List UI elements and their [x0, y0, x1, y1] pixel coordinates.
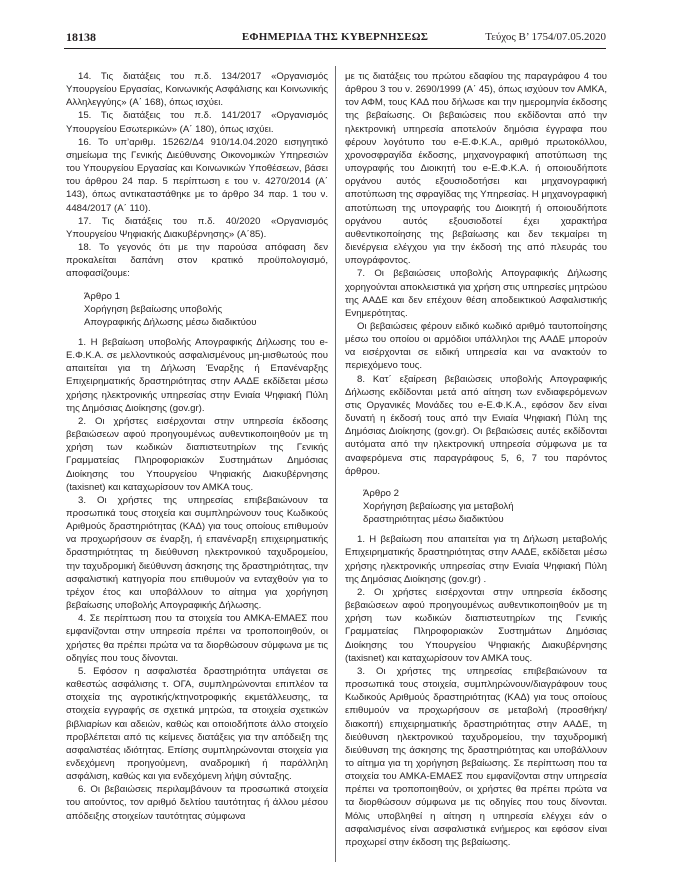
page-header	[64, 30, 606, 46]
article-1-paragraph-5: 5. Εφόσον η ασφαλιστέα δραστηριότητα υπάγεται σε καθεστώς ασφάλισης τ. ΟΓΑ, συμπληρώνονται επιπλέον τα στοιχεία της αγροτικής/κτηνοτροφικής εκμετάλλευσης, τα στοιχεία εγγραφής σε σχετικά μητρώα, τα στοιχεία σχετικών βιβλιαρίων και αδειών, καθώς και οποιοδήποτε άλλο στοιχείο προβλέπεται από τις κείμενες διατάξεις για την απόδειξη της ασφαλιστέας ιδιότητας. Επίσης συμπληρώνονται στοιχεία για ενδεχόμενη προηγούμενη, αναδρομική ή παράλληλη ασφάλιση, καθώς και για ενδεχόμενη λήψη σύνταξης.	[66, 665, 328, 783]
paragraph-15: 15. Τις διατάξεις του π.δ. 141/2017 «Οργανισμός Υπουργείου Εσωτερικών» (Α΄ 180), όπως ισχύει.	[66, 110, 328, 135]
article-1-heading	[66, 290, 328, 329]
paragraph-14: 14. Τις διατάξεις του π.δ. 134/2017 «Οργανισμός Υπουργείου Εργασίας, Κοινωνικής Ασφάλισης και Κοινωνικής Αλληλεγγύης» (Α΄ 168), όπως ισχύει.	[66, 71, 328, 109]
page-number: 18138	[66, 30, 96, 44]
article-title-line: Απογραφικής Δήλωσης μέσω διαδικτύου	[84, 316, 257, 328]
right-column	[345, 70, 607, 849]
article-1-paragraph-7b: Οι βεβαιώσεις φέρουν ειδικό κωδικό αριθμό ταυτοποίησης μέσω του οποίου οι αρμόδιοι υπάλληλοι της ΑΑΔΕ μπορούν να εισέρχονται σε ειδική υπηρεσία και να ανακτούν το περιεχόμενο τους.	[345, 320, 607, 372]
article-title-line: Χορήγηση βεβαίωσης για μεταβολή	[363, 501, 514, 512]
article-number: Άρθρο 2	[363, 487, 399, 499]
article-1-paragraph-2: 2. Οι χρήστες εισέρχονται στην υπηρεσία έκδοσης βεβαιώσεων αφού προηγουμένως αυθεντικοποιηθούν με τη χρήση των κωδικών διαπιστευτηρίων της Γενικής Γραμματείας Πληροφοριακών Συστημάτων Δημόσιας Διοίκησης του Υπουργείου Ψηφιακής Διακυβέρνησης (taxisnet) και καταχωρίσουν τον ΑΜΚΑ τους.	[66, 415, 328, 493]
article-title-line: δραστηριότητας μέσω διαδικτύου	[363, 514, 504, 526]
article-title-line: Χορήγηση βεβαίωσης υποβολής	[84, 303, 223, 315]
left-column	[66, 70, 328, 823]
article-1-paragraph-3: 3. Οι χρήστες της υπηρεσίας επιβεβαιώνουν τα προσωπικά τους στοιχεία και συμπληρώνουν τους Κωδικούς Αριθμούς δραστηριότητας (ΚΑΔ) για τους οποίους επιθυμούν να προχωρήσουν σε έναρξη, ή επανέναρξη επιχειρηματικής δραστηριότητας τη διεύθυνση ηλεκτρονικού ταχυδρομείου, την ταχυδρομική διεύθυνση άσκησης της δραστηριότητας, την ασφαλιστική κατηγορία που επιθυμούν να ενταχθούν για το τρέχον έτος και υποβάλλουν το αίτημα για χορήγηση βεβαίωσης υποβολής Απογραφικής Δήλωσης.	[66, 494, 328, 612]
article-number: Άρθρο 1	[84, 290, 120, 302]
article-2-heading	[345, 487, 607, 526]
paragraph-6-continued: με τις διατάξεις του πρώτου εδαφίου της παραγράφου 4 του άρθρου 3 του ν. 2690/1999 (Α΄ 45), όπως ισχύουν τον ΑΜΚΑ, τον ΑΦΜ, τους ΚΑΔ που δήλωσε και την ημερομηνία έκδοσης της βεβαίωσης. Οι βεβαιώσεις που εκδίδονται από την ηλεκτρονική υπηρεσία αποτελούν δημόσια έγγραφα που φέρουν λογότυπο του e-Ε.Φ.Κ.Α., αριθμό πρωτοκόλλου, χρονοσφραγίδα έκδοσης, μηχανογραφική αποτύπωση της υπογραφής του Διοικητή του e-Ε.Φ.Κ.Α. ή οποιουδήποτε οργάνου αυτός εξουσιοδοτήσει και μηχανογραφική αποτύπωση της σφραγίδας της Υπηρεσίας. Η μηχανογραφική αποτύπωση της υπογραφής του Διοικητή ή οποιουδήποτε οργάνου αυτός εξουσιοδοτεί έχει χαρακτήρα αυθεντικοποίησης της βεβαίωσης και δεν τεκμαίρει τη διενέργεια ελέγχου για την έκδοσή της από πλευράς του υπογράφοντος.	[345, 71, 607, 267]
paragraph-18: 18. Το γεγονός ότι με την παρούσα απόφαση δεν προκαλείται δαπάνη στον κρατικό προϋπολογισμό, αποφασίζουμε:	[66, 242, 328, 280]
article-1-paragraph-4: 4. Σε περίπτωση που τα στοιχεία του ΑΜΚΑ-ΕΜΑΕΣ που εμφανίζονται στην υπηρεσία πρέπει να τροποποιηθούν, οι χρήστες θα πρέπει πρώτα να τα διορθώσουν σύμφωνα με τις οδηγίες που τους δίνονται.	[66, 613, 328, 664]
issue-reference: Τεύχος B’ 1754/07.05.2020	[485, 31, 606, 43]
gazette-title: ΕΦΗΜΕΡΙΔΑ ΤΗΣ ΚΥΒΕΡΝΗΣΕΩΣ	[241, 31, 429, 43]
header-rule	[64, 48, 606, 49]
article-1-paragraph-6: 6. Οι βεβαιώσεις περιλαμβάνουν τα προσωπικά στοιχεία του αιτούντος, τον αριθμό δελτίου ταυτότητας ή άλλου μέσου απόδειξης στοιχείων ταυτότητας σύμφωνα	[66, 784, 328, 822]
article-1-paragraph-1: 1. Η βεβαίωση υποβολής Απογραφικής Δήλωσης του e-Ε.Φ.Κ.Α. σε μελλοντικούς ασφαλισμένους μη-μισθωτούς που απαιτείται για τη Δήλωση Έναρξης ή Επανέναρξης Επιχειρηματικής δραστηριότητας στην ΑΑΔΕ εκδίδεται μέσω χρήσης ηλεκτρονικής υπηρεσίας στην Ενιαία Ψηφιακή Πύλη της Δημόσιας Διοίκησης (gov.gr).	[66, 336, 328, 414]
article-2-paragraph-1: 1. Η βεβαίωση που απαιτείται για τη Δήλωση μεταβολής Επιχειρηματικής δραστηριότητας στην ΑΑΔΕ, εκδίδεται μέσω χρήσης ηλεκτρονικής υπηρεσίας στην Ενιαία Ψηφιακή Πύλη της Δημόσιας Διοίκησης (gov.gr) .	[345, 534, 607, 585]
paragraph-17: 17. Τις διατάξεις του π.δ. 40/2020 «Οργανισμός Υπουργείου Ψηφιακής Διακυβέρνησης» (Α΄85).	[66, 215, 328, 240]
article-2-paragraph-2: 2. Οι χρήστες εισέρχονται στην υπηρεσία έκδοσης βεβαιώσεων αφού προηγουμένως αυθεντικοποιηθούν με τη χρήση των κωδικών διαπιστευτηρίων της Γενικής Γραμματείας Πληροφοριακών Συστημάτων Δημόσιας Διοίκησης του Υπουργείου Ψηφιακής Διακυβέρνησης (taxisnet) και καταχωρίσουν τον ΑΜΚΑ τους.	[345, 586, 607, 664]
column-divider	[335, 66, 336, 862]
article-1-paragraph-7: 7. Οι βεβαιώσεις υποβολής Απογραφικής Δήλωσης χορηγούνται αποκλειστικά για χρήση στις υπηρεσίες μητρώου της ΑΑΔΕ και δεν επέχουν θέση αποδεικτικού Ασφαλιστικής Ενημερότητας.	[345, 268, 607, 319]
article-1-paragraph-8: 8. Κατ΄ εξαίρεση βεβαιώσεις υποβολής Απογραφικής Δήλωσης εκδίδονται μετά από αίτηση των ενδιαφερόμενων στις Οργανικές Μονάδες του e-Ε.Φ.Κ.Α., εφόσον δεν είναι δυνατή η έκδοσή τους από την Ενιαία Ψηφιακή Πύλη της Δημόσιας Διοίκησης (gov.gr). Οι βεβαιώσεις αυτές εκδίδονται αυτόματα από την ηλεκτρονική υπηρεσία σύμφωνα με τα αναφερόμενα στις παραγράφους 5, 6, 7 του παρόντος άρθρου.	[345, 373, 607, 477]
article-2-paragraph-3: 3. Οι χρήστες της υπηρεσίας επιβεβαιώνουν τα προσωπικά τους στοιχεία, συμπληρώνουν/διαγράφουν τους Κωδικούς Αριθμούς δραστηριότητας (ΚΑΔ) για τους οποίους επιθυμούν να προχωρήσουν σε μεταβολή (προσθήκη/διακοπή) επιχειρηματικής δραστηριότητας στην ΑΑΔΕ, τη διεύθυνση ηλεκτρονικού ταχυδρομείου, την ταχυδρομική διεύθυνση της άσκησης της δραστηριότητας και υποβάλλουν το αίτημα για τη χορήγηση βεβαίωσης. Σε περίπτωση που τα στοιχεία του ΑΜΚΑ-ΕΜΑΕΣ που εμφανίζονται στην υπηρεσία πρέπει να τροποποιηθούν, οι χρήστες θα πρέπει πρώτα να τα διορθώσουν σύμφωνα με τις οδηγίες που τους δίνονται. Μόλις υποβληθεί η αίτηση η υπηρεσία ελέγχει εάν ο ασφαλισμένος είναι ασφαλιστικά ενήμερος και εφόσον είναι προχωρεί στην έκδοση της βεβαίωσης.	[345, 665, 607, 848]
paragraph-16: 16. Το υπ’αριθμ. 15262/Δ4 910/14.04.2020 εισηγητικό σημείωμα της Γενικής Διεύθυνσης Οικονομικών Υπηρεσιών του Υπουργείου Εργασίας και Κοινωνικών Υποθέσεων, βάσει του άρθρου 24 παρ. 5 περίπτωση ε του ν. 4270/2014 (Α΄ 143), όπως αντικαταστάθηκε με το άρθρο 34 παρ. 1 του ν. 4484/2017 (Α΄ 110).	[66, 136, 328, 214]
